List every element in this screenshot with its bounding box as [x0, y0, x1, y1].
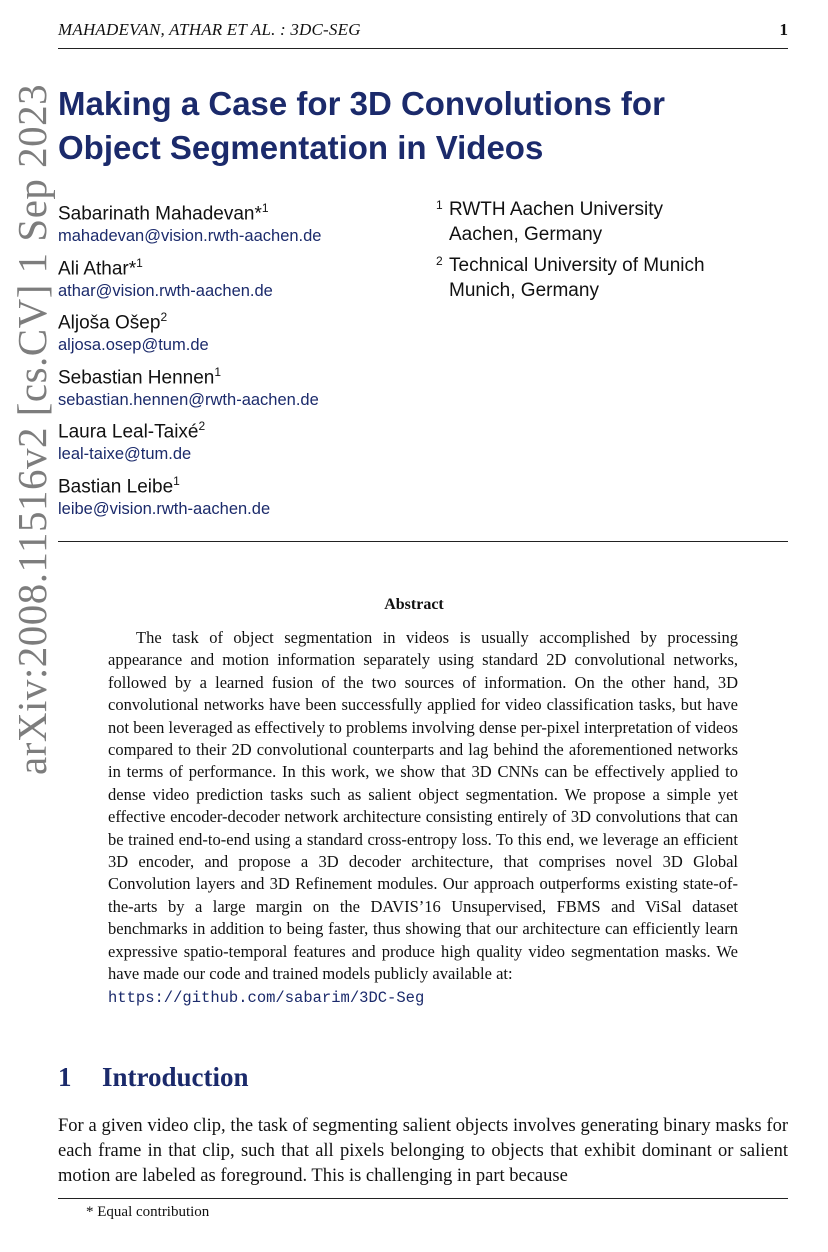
author-email-link[interactable]: sebastian.hennen@rwth-aachen.de	[58, 390, 319, 409]
code-repository-link[interactable]: https://github.com/sabarim/3DC-Seg	[108, 988, 425, 1007]
affiliation-list	[436, 197, 796, 309]
affiliation-institution: RWTH Aachen University	[449, 199, 663, 220]
paper-title-line-1: Making a Case for 3D Convolutions for	[58, 85, 665, 122]
paper-title	[58, 82, 778, 170]
affiliation-entry	[436, 253, 796, 303]
affiliation-location: Munich, Germany	[449, 280, 599, 301]
affiliation-number: 2	[436, 254, 443, 268]
author-entry	[58, 415, 418, 470]
author-entry	[58, 252, 418, 307]
abstract-heading: Abstract	[384, 596, 444, 613]
affiliation-marker: 2	[160, 310, 168, 324]
affiliation-location: Aachen, Germany	[449, 224, 603, 245]
author-email-link[interactable]: aljosa.osep@tum.de	[58, 336, 209, 355]
affiliation-marker: 1	[173, 473, 180, 488]
author-name: Aljoša Ošep	[58, 312, 161, 334]
section-body-text: For a given video clip, the task of segmenting salient objects involves generating binary masks for each frame in that clip, such that all pixels belonging to objects that exhibit dominant or salient motion are labeled as foreground. This is challenging in part because	[58, 1116, 788, 1186]
affiliation-entry	[436, 197, 796, 247]
author-entry	[58, 361, 418, 416]
author-email-link[interactable]: athar@vision.rwth-aachen.de	[58, 281, 273, 300]
author-name: Sebastian Hennen	[58, 366, 215, 388]
author-email-link[interactable]: leal-taixe@tum.de	[58, 445, 192, 464]
abstract-body	[108, 627, 738, 1009]
affiliation-marker: 1	[214, 364, 222, 379]
author-name: Bastian Leibe	[58, 475, 174, 497]
affiliation-marker: 1	[261, 201, 269, 215]
abstract-text: The task of object segmentation in videos is usually accomplished by processing appearance and motion information separately using standard 2D convolutional networks, followed by a learned fusion of the two sources of information. On the other hand, 3D convolutional networks have been successfully applied for video classification tasks, but have not been leveraged as effectively to problems involving dense per-pixel interpretation of videos compared to their 2D convolutional counterparts and lag behind the aforementioned networks in terms of performance. In this work, we show that 3D CNNs can be effectively applied to dense video prediction tasks such as salient object segmentation. We propose a simple yet effective encoder-decoder network architecture consisting entirely of 3D convolutions that can be trained end-to-end using a standard cross-entropy loss. To this end, we leverage an efficient 3D encoder, and propose a 3D decoder architecture, that comprises novel 3D Global Convolution layers and 3D Refinement modules. Our approach outperforms existing state-of-the-arts by a large margin on the DAVIS’16 Unsupervised, FBMS and ViSal dataset benchmarks in addition to being faster, thus showing that our architecture can efficiently learn expressive spatio-temporal features and produce high quality video segmentation masks. We have made our code and trained models publicly available at:	[108, 628, 738, 984]
author-entry	[58, 306, 418, 361]
page-number: 1	[779, 20, 788, 39]
running-head-title: MAHADEVAN, ATHAR ET AL. : 3DC-SEG	[58, 20, 361, 39]
paper-title-line-2: Object Segmentation in Videos	[58, 129, 544, 166]
author-email-link[interactable]: mahadevan@vision.rwth-aachen.de	[58, 227, 322, 246]
section-title: Introduction	[102, 1062, 249, 1092]
section-number: 1	[58, 1062, 72, 1092]
author-email-link[interactable]: leibe@vision.rwth-aachen.de	[58, 499, 271, 518]
author-name: Sabarinath Mahadevan*	[58, 203, 262, 225]
footnote: * Equal contribution	[86, 1204, 210, 1220]
author-entry	[58, 470, 418, 525]
arxiv-identifier-stamp: arXiv:2008.11516v2 [cs.CV] 1 Sep 2023	[9, 83, 55, 775]
author-list	[58, 197, 418, 524]
section-heading	[58, 1062, 249, 1093]
divider	[58, 541, 788, 542]
author-entry	[58, 197, 418, 252]
affiliation-marker: 1	[136, 255, 143, 270]
affiliation-marker: 2	[198, 419, 206, 433]
running-head	[58, 18, 788, 49]
affiliation-number: 1	[436, 198, 443, 212]
footnote-rule	[58, 1198, 788, 1199]
affiliation-institution: Technical University of Munich	[449, 255, 705, 276]
author-name: Ali Athar*	[58, 257, 137, 279]
author-name: Laura Leal-Taixé	[58, 421, 199, 443]
